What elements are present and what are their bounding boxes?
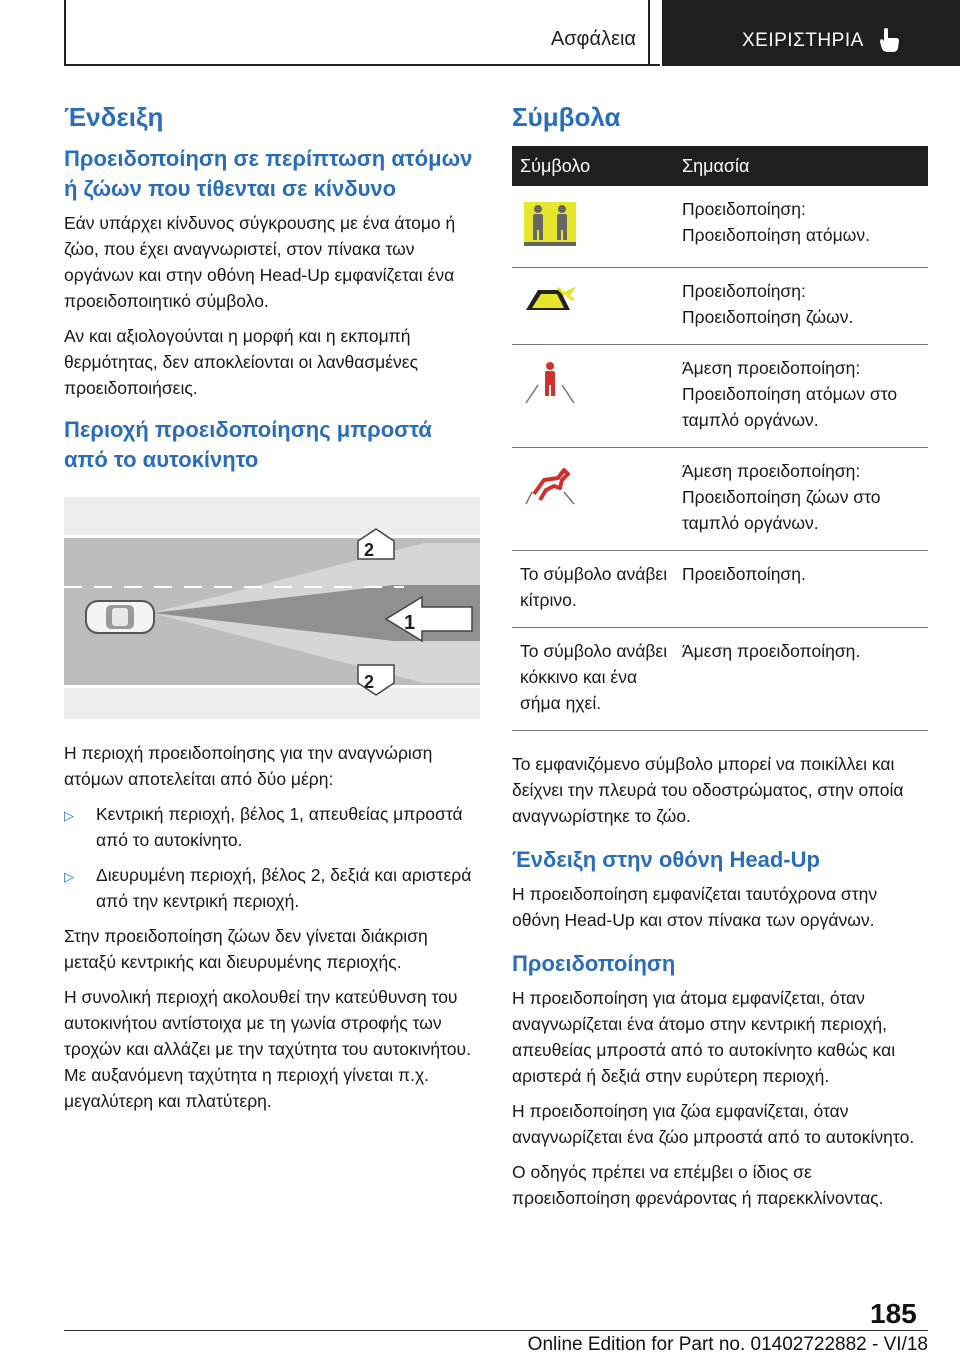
animal-warning-icon	[524, 284, 576, 314]
footer-edition-text: Online Edition for Part no. 01402722882 - VI/18	[527, 1334, 928, 1355]
table-cell-meaning: Άμεση προειδοποίηση: Προειδοποίηση ατόμων στο ταμπλό οργάνων.	[682, 345, 928, 448]
table-cell-symbol: Το σύμβολο ανάβει κίτρινο.	[512, 551, 682, 628]
deer-acute-warning-icon	[524, 464, 576, 508]
road-edge-top	[64, 535, 480, 538]
section-title-indication: Ένδειξη	[64, 102, 164, 132]
arrow-2-bottom-label: 2	[364, 672, 375, 692]
table-row	[512, 345, 928, 448]
bullet-text: Κεντρική περιοχή, βέλος 1, απευθείας μπροστά από το αυτοκίνητο.	[96, 804, 463, 850]
subheading-warning: Προειδοποίηση	[512, 951, 676, 976]
header-chapter-tab[interactable]	[662, 0, 960, 66]
table-header-meaning: Σημασία	[682, 146, 928, 186]
table-header-symbol: Σύμβολο	[512, 146, 682, 186]
paragraph: Ο οδηγός πρέπει να επέμβει ο ίδιος σε προειδοποίηση φρενάροντας ή παρεκκλίνοντας.	[512, 1162, 884, 1208]
bullet-item	[64, 862, 480, 914]
paragraph: Το εμφανιζόμενο σύμβολο μπορεί να ποικίλλει και δείχνει την πλευρά του οδοστρώματος, στην οποία αναγνωρίστηκε το ζώο.	[512, 754, 904, 826]
subheading-head-up-display: Ένδειξη στην οθόνη Head-Up	[512, 847, 820, 872]
table-row	[512, 268, 928, 345]
warning-area-diagram	[64, 497, 480, 719]
paragraph: Εάν υπάρχει κίνδυνος σύγκρουσης με ένα άτομο ή ζώο, που έχει αναγνωριστεί, στον πίνακα των οργάνων και στην οθόνη Head-Up εμφανίζεται ένα προειδοποιητικό σύμβολο.	[64, 213, 456, 311]
subheading-warning-area: Περιοχή προειδοποίησης μπροστά από το αυτοκίνητο	[64, 417, 432, 472]
footer-rule	[64, 1330, 928, 1331]
pedestrian-acute-warning-icon	[524, 361, 576, 405]
header-chapter-label: ΧΕΙΡΙΣΤΗΡΙΑ	[742, 30, 864, 51]
arrow-1-label: 1	[404, 612, 416, 634]
bullet-text: Διευρυμένη περιοχή, βέλος 2, δεξιά και αριστερά από την κεντρική περιοχή.	[96, 865, 472, 911]
table-cell-meaning: Προειδοποίηση: Προειδοποίηση ζώων.	[682, 268, 928, 345]
table-cell-meaning: Προειδοποίηση.	[682, 551, 928, 628]
page-number: 185	[870, 1298, 917, 1329]
table-cell-meaning: Προειδοποίηση: Προειδοποίηση ατόμων.	[682, 186, 928, 268]
arrow-2-top-label: 2	[364, 540, 375, 560]
header-rule-right	[648, 0, 650, 66]
pedestrians-warning-icon	[524, 202, 576, 246]
table-cell-meaning: Άμεση προειδοποίηση.	[682, 628, 928, 731]
table-cell-symbol: Το σύμβολο ανάβει κόκκινο και ένα σήμα ηχεί.	[512, 628, 682, 731]
table-row	[512, 448, 928, 551]
paragraph: Η συνολική περιοχή ακολουθεί την κατεύθυνση του αυτοκινήτου αντίστοιχα με τη γωνία στροφής των τροχών και αλλάζει με την ταχύτητα του αυτοκινήτου. Με αυξανόμενη ταχύτητα η περιοχή γίνεται π.χ. μεγαλύτερη και πλατύτερη.	[64, 987, 471, 1111]
right-column	[512, 100, 928, 1220]
paragraph: Η προειδοποίηση εμφανίζεται ταυτόχρονα στην οθόνη Head-Up και στον πίνακα των οργάνων.	[512, 884, 878, 930]
left-column	[64, 100, 480, 1123]
car-icon	[86, 601, 154, 633]
bullet-item	[64, 801, 480, 853]
paragraph: Στην προειδοποίηση ζώων δεν γίνεται διάκριση μεταξύ κεντρικής και διευρυμένης περιοχής.	[64, 926, 428, 972]
road-edge-bottom	[64, 685, 480, 688]
header-section-title: Ασφάλεια	[550, 28, 636, 50]
bullet-triangle-icon: ▷	[64, 869, 74, 884]
header-rule-bottom	[64, 64, 660, 66]
table-cell-meaning: Άμεση προειδοποίηση: Προειδοποίηση ζώων στο ταμπλό οργάνων.	[682, 448, 928, 551]
table-row	[512, 628, 928, 731]
paragraph: Η προειδοποίηση για άτομα εμφανίζεται, όταν αναγνωρίζεται ένα άτομο στην κεντρική περιοχή, απευθείας μπροστά από το αυτοκίνητο καθώς και αριστερά ή δεξιά στην ευρύτερη περιοχή.	[512, 988, 896, 1086]
paragraph: Η προειδοποίηση για ζώα εμφανίζεται, όταν αναγνωρίζεται ένα ζώο μπροστά από το αυτοκίνητο.	[512, 1101, 915, 1147]
hand-pointer-icon	[878, 27, 900, 53]
bullet-triangle-icon: ▷	[64, 808, 74, 823]
header-rule-left	[64, 0, 66, 66]
table-row	[512, 186, 928, 268]
section-title-symbols: Σύμβολα	[512, 102, 621, 132]
paragraph: Η περιοχή προειδοποίησης για την αναγνώριση ατόμων αποτελείται από δύο μέρη:	[64, 743, 433, 789]
table-row	[512, 551, 928, 628]
subheading-warning-persons-animals: Προειδοποίηση σε περίπτωση ατόμων ή ζώων που τίθενται σε κίνδυνο	[64, 146, 473, 201]
table-header-row	[512, 146, 928, 186]
symbols-table	[512, 146, 928, 731]
paragraph: Αν και αξιολογούνται η μορφή και η εκπομπή θερμότητας, δεν αποκλείονται οι λανθασμένες προειδοποιήσεις.	[64, 326, 419, 398]
